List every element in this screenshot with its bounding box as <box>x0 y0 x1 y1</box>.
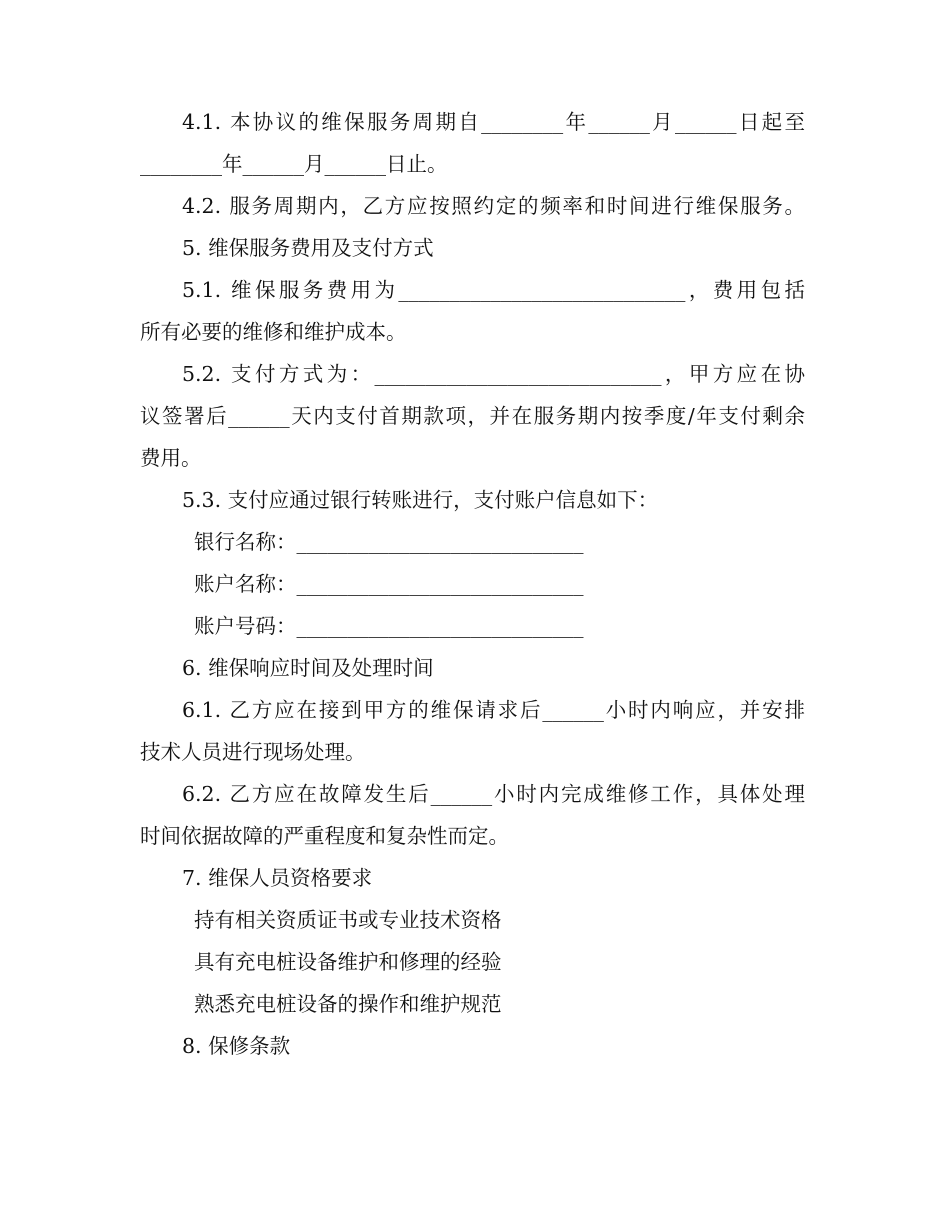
clause-5-3: 5.3. 支付应通过银行转账进行，支付账户信息如下： <box>182 488 659 512</box>
section-8-heading: 8. 保修条款 <box>182 1034 291 1058</box>
account-number-field: 账户号码：____________________________ <box>194 614 584 638</box>
clause-5-2-line-3: 费用。 <box>140 446 202 470</box>
section-5-heading: 5. 维保服务费用及支付方式 <box>182 236 434 260</box>
section-6-heading: 6. 维保响应时间及处理时间 <box>182 656 434 680</box>
clause-5-2-line-2: 议签署后______天内支付首期款项，并在服务期内按季度/年支付剩余 <box>140 404 805 428</box>
account-name-field: 账户名称：____________________________ <box>194 572 584 596</box>
clause-5-2-line-1: 5.2. 支付方式为：____________________________，甲方应在协 <box>182 362 805 386</box>
bank-name-field: 银行名称：____________________________ <box>194 530 584 554</box>
clause-6-1-line-1: 6.1. 乙方应在接到甲方的维保请求后______小时内响应，并安排 <box>182 698 805 722</box>
document-page <box>140 101 805 1067</box>
section-7-heading: 7. 维保人员资格要求 <box>182 866 373 890</box>
clause-4-1-line-2: ________年______月______日止。 <box>140 152 448 176</box>
clause-5-1-line-1: 5.1. 维保服务费用为____________________________，费用包括 <box>182 278 805 302</box>
requirement-item-2: 具有充电桩设备维护和修理的经验 <box>194 950 502 974</box>
clause-4-2: 4.2. 服务周期内，乙方应按照约定的频率和时间进行维保服务。 <box>182 194 805 218</box>
clause-6-2-line-2: 时间依据故障的严重程度和复杂性而定。 <box>140 824 509 848</box>
clause-5-1-line-2: 所有必要的维修和维护成本。 <box>140 320 407 344</box>
clause-6-1-line-2: 技术人员进行现场处理。 <box>140 740 366 764</box>
clause-4-1-line-1: 4.1. 本协议的维保服务周期自________年______月______日起至 <box>182 110 805 134</box>
clause-6-2-line-1: 6.2. 乙方应在故障发生后______小时内完成维修工作，具体处理 <box>182 782 805 806</box>
requirement-item-3: 熟悉充电桩设备的操作和维护规范 <box>194 992 502 1016</box>
requirement-item-1: 持有相关资质证书或专业技术资格 <box>194 908 502 932</box>
